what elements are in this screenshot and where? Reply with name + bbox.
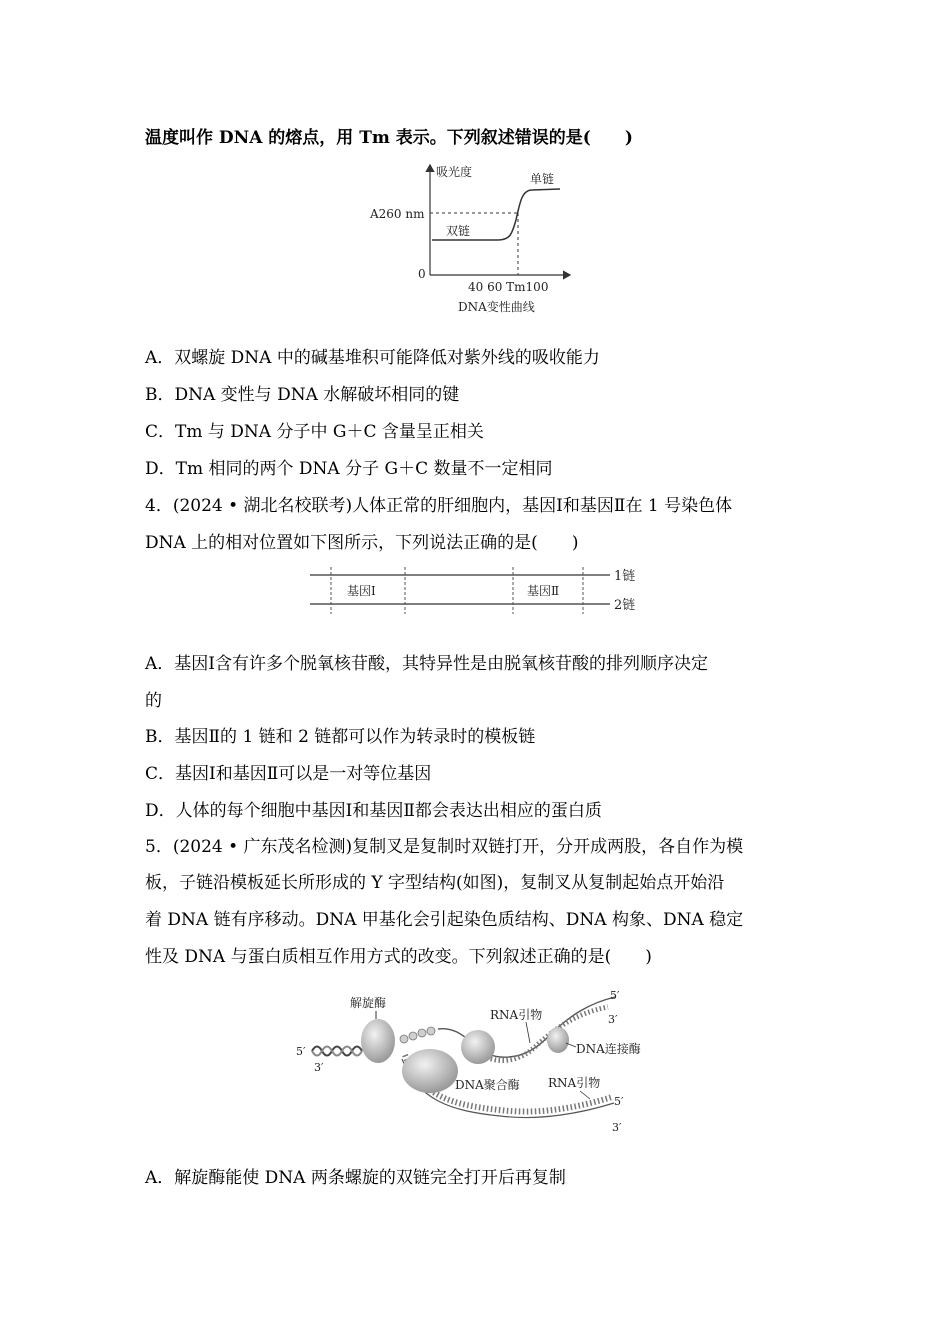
polymerase-label: DNA聚合酶 bbox=[455, 1078, 520, 1092]
dna-denaturation-chart bbox=[360, 160, 590, 320]
q4-option-c: C．基因Ⅰ和基因Ⅱ可以是一对等位基因 bbox=[145, 764, 432, 784]
strand-2-label: 2链 bbox=[614, 598, 636, 613]
polymerase-blob bbox=[402, 1049, 458, 1093]
single-strand-label: 单链 bbox=[530, 172, 555, 186]
q5-stem-line3: 着 DNA 链有序移动。DNA 甲基化会引起染色质结构、DNA 构象、DNA 稳定 bbox=[145, 910, 744, 930]
primer-top-label: RNA引物 bbox=[490, 1008, 543, 1022]
ligase-label: DNA连接酶 bbox=[576, 1042, 641, 1056]
strand-1-label: 1链 bbox=[614, 569, 636, 584]
gene-position-diagram bbox=[305, 562, 650, 618]
q3-option-d: D．Tm 相同的两个 DNA 分子 G＋C 数量不一定相同 bbox=[145, 459, 553, 479]
q3-option-b: B．DNA 变性与 DNA 水解破坏相同的键 bbox=[145, 385, 460, 405]
q4-option-a-line2: 的 bbox=[145, 691, 162, 711]
q4-stem-line2: DNA 上的相对位置如下图所示，下列说法正确的是( ) bbox=[145, 533, 579, 553]
q4-stem-line1: 4．(2024 • 湖北名校联考)人体正常的肝细胞内，基因Ⅰ和基因Ⅱ在 1 号染色体 bbox=[145, 496, 733, 516]
gene-1-label: 基因Ⅰ bbox=[347, 584, 376, 598]
double-strand-label: 双链 bbox=[446, 224, 471, 238]
q3-option-a: A．双螺旋 DNA 中的碱基堆积可能降低对紫外线的吸收能力 bbox=[145, 348, 600, 368]
q5-option-a: A．解旋酶能使 DNA 两条螺旋的双链完全打开后再复制 bbox=[145, 1168, 566, 1188]
q5-stem-line1: 5．(2024 • 广东茂名检测)复制叉是复制时双链打开，分开成两股，各自作为模 bbox=[145, 837, 744, 857]
five-prime-left: 5′ bbox=[296, 1045, 306, 1058]
five-prime-bottom: 5′ bbox=[614, 1095, 624, 1108]
q3-intro: 温度叫作 DNA 的熔点，用 Tm 表示。下列叙述错误的是( ) bbox=[145, 128, 633, 148]
q5-stem-line2: 板，子链沿模板延长所形成的 Y 字型结构(如图)，复制叉从复制起始点开始沿 bbox=[145, 873, 725, 893]
gene-2-label: 基因Ⅱ bbox=[527, 584, 560, 598]
replication-fork-diagram bbox=[290, 985, 650, 1140]
y-axis-label: 吸光度 bbox=[436, 165, 473, 179]
q5-stem-line4: 性及 DNA 与蛋白质相互作用方式的改变。下列叙述正确的是( ) bbox=[145, 947, 652, 967]
three-prime-left: 3′ bbox=[314, 1061, 324, 1074]
origin-label: 0 bbox=[418, 267, 426, 281]
chart-caption: DNA变性曲线 bbox=[458, 300, 535, 314]
q3-option-c: C．Tm 与 DNA 分子中 G＋C 含量呈正相关 bbox=[145, 422, 484, 442]
q4-option-a-line1: A．基因Ⅰ含有许多个脱氧核苷酸，其特异性是由脱氧核苷酸的排列顺序决定 bbox=[145, 654, 708, 674]
helicase-label: 解旋酶 bbox=[350, 996, 387, 1010]
y-marker-label: A260 nm bbox=[370, 207, 425, 221]
x-tick-labels: 40 60 Tm100 bbox=[468, 280, 549, 294]
primase-blob bbox=[461, 1030, 495, 1064]
three-prime-bottom: 3′ bbox=[612, 1121, 622, 1134]
primer-bottom-label: RNA引物 bbox=[548, 1076, 601, 1090]
five-prime-top: 5′ bbox=[610, 989, 620, 1002]
helicase-blob bbox=[361, 1019, 395, 1063]
ligase-blob bbox=[547, 1027, 569, 1053]
q4-option-b: B．基因Ⅱ的 1 链和 2 链都可以作为转录时的模板链 bbox=[145, 727, 536, 747]
ssb-beads bbox=[400, 1027, 435, 1043]
q4-option-d: D．人体的每个细胞中基因Ⅰ和基因Ⅱ都会表达出相应的蛋白质 bbox=[145, 801, 602, 821]
three-prime-top: 3′ bbox=[608, 1013, 618, 1026]
